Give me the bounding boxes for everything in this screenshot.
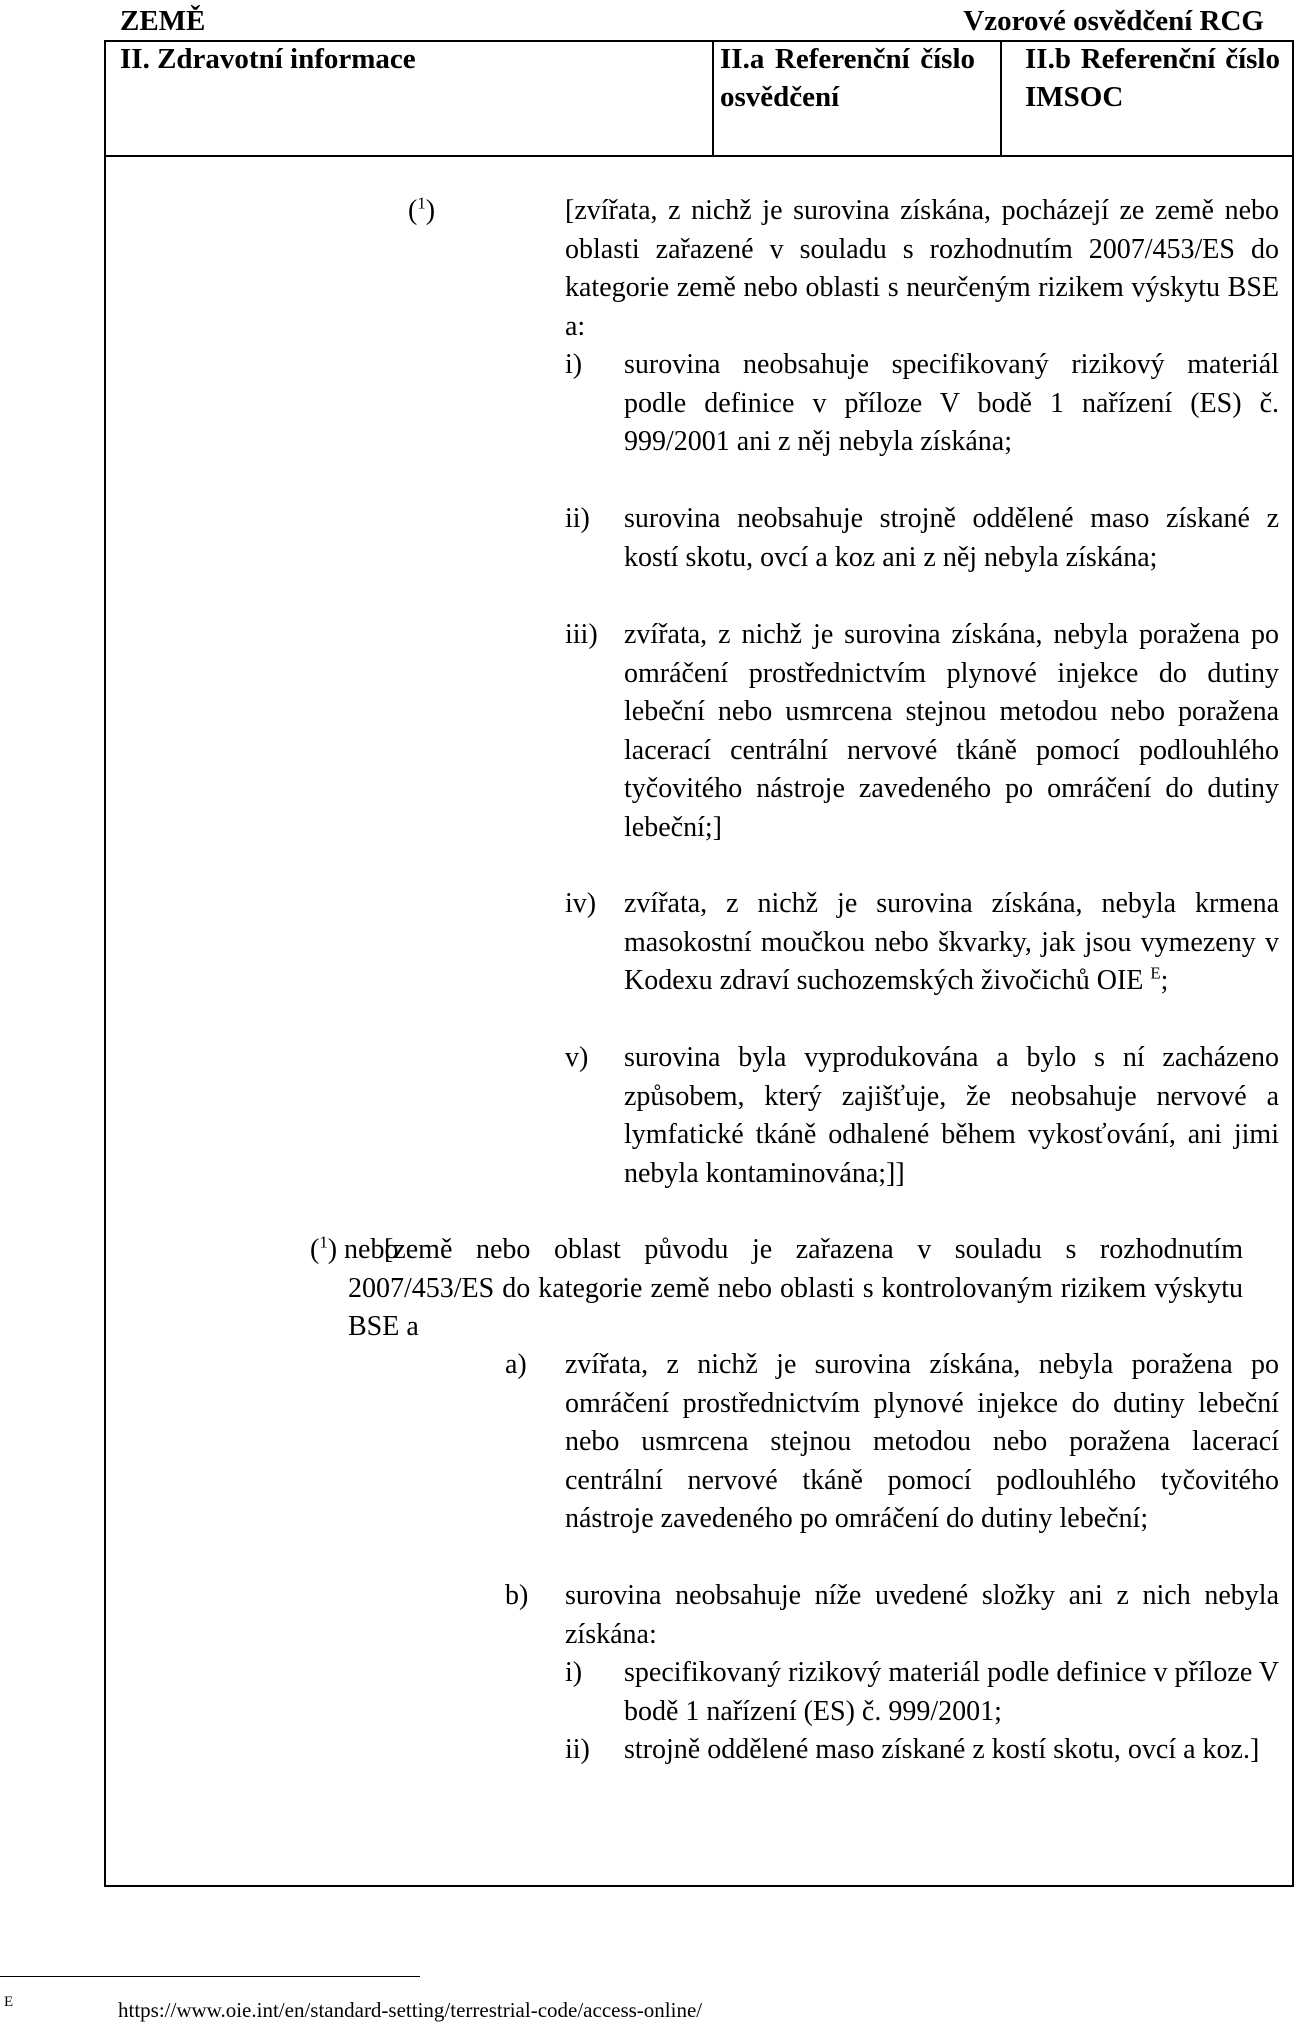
footnote-marker: E: [4, 1994, 14, 2010]
option1-item-label: iv): [565, 888, 597, 919]
option2-subitem-text: strojně oddělené maso získané z kostí skotu, ovcí a koz.]: [624, 1734, 1260, 1765]
header-bottom-rule: [104, 155, 1294, 157]
imsoc-reference-field: II.b Referenční číslo IMSOC: [1025, 43, 1280, 113]
option2-item-label: a): [505, 1349, 527, 1380]
footnote-separator: [0, 1976, 420, 1977]
option1-item-text: zvířata, z nichž je surovina získána, nebyla krmena masokostní moučkou nebo škvarky, jak jsou vymezeny v Kodexu zdraví suchozemských živočichů OIE $^E$;: [624, 888, 1279, 996]
option1-item-text: surovina neobsahuje specifikovaný rizikový materiál podle definice v příloze V bodě 1 nařízení (ES) č. 999/2001 ani z něj nebyla získána;: [624, 349, 1279, 457]
option2-item-text: zvířata, z nichž je surovina získána, nebyla poražena po omráčení prostřednictvím plynové injekce do dutiny lebeční nebo usmrcena stejnou metodou nebo poražena lacerací centrální nervové tkáně pomocí podlouhlého tyčovitého nástroje zavedeného po omráčení do dutiny lebeční;: [565, 1349, 1279, 1534]
model-certificate-title: Vzorové osvědčení RCG: [963, 5, 1264, 37]
option1-item-text: surovina neobsahuje strojně oddělené maso získané z kostí skotu, ovcí a koz ani z něj nebyla získána;: [624, 503, 1279, 573]
option1-intro: [zvířata, z nichž je surovina získána, pocházejí ze země nebo oblasti zařazené v souladu s rozhodnutím 2007/453/ES do kategorie země nebo oblasti s neurčeným rizikem výskytu BSE a:: [565, 195, 1279, 342]
option2-intro: [země nebo oblast původu je zařazena v souladu s rozhodnutím 2007/453/ES do kategorie země nebo oblasti s kontrolovaným rizikem výskytu BSE a: [348, 1234, 1243, 1342]
header-divider-right: [1000, 40, 1002, 156]
reference-number-field: II.a Referenční číslo osvědčení: [720, 43, 975, 113]
option2-subitem-label: i): [565, 1657, 583, 1688]
frame-left: [104, 40, 106, 1886]
header-divider-left: [712, 40, 714, 156]
option2-item-label: b): [505, 1580, 529, 1611]
option1-item-text: surovina byla vyprodukována a bylo s ní zacházeno způsobem, který zajišťuje, že neobsahuje nervové a lymfatické tkáně odhalené během vykosťování, ani jimi nebyla kontaminována;]]: [624, 1042, 1279, 1189]
option1-item-label: iii): [565, 619, 598, 650]
country-label: ZEMĚ: [120, 5, 206, 37]
option1-item-label: ii): [565, 503, 590, 534]
option1-item-label: i): [565, 349, 583, 380]
option2-marker: ($^1$) nebo: [310, 1232, 399, 1265]
frame-bottom: [104, 1885, 1294, 1887]
option2-subitem-text: specifikovaný rizikový materiál podle definice v příloze V bodě 1 nařízení (ES) č. 999/2001;: [624, 1657, 1279, 1727]
option1-item-text: zvířata, z nichž je surovina získána, nebyla poražena po omráčení prostřednictvím plynové injekce do dutiny lebeční nebo usmrcena stejnou metodou nebo poražena lacerací centrální nervové tkáně pomocí podlouhlého tyčovitého nástroje zavedeného po omráčení do dutiny lebeční;]: [624, 619, 1279, 843]
section-title: II. Zdravotní informace: [120, 43, 416, 75]
option2-item-text: surovina neobsahuje níže uvedené složky ani z nich nebyla získána:: [565, 1580, 1279, 1650]
option1-marker: ($^1$): [408, 193, 436, 226]
option2-subitem-label: ii): [565, 1734, 590, 1765]
footnote-url[interactable]: https://www.oie.int/en/standard-setting/terrestrial-code/access-online/: [118, 1998, 703, 2022]
option1-item-label: v): [565, 1042, 589, 1073]
footnote-reference: E: [1150, 963, 1161, 983]
